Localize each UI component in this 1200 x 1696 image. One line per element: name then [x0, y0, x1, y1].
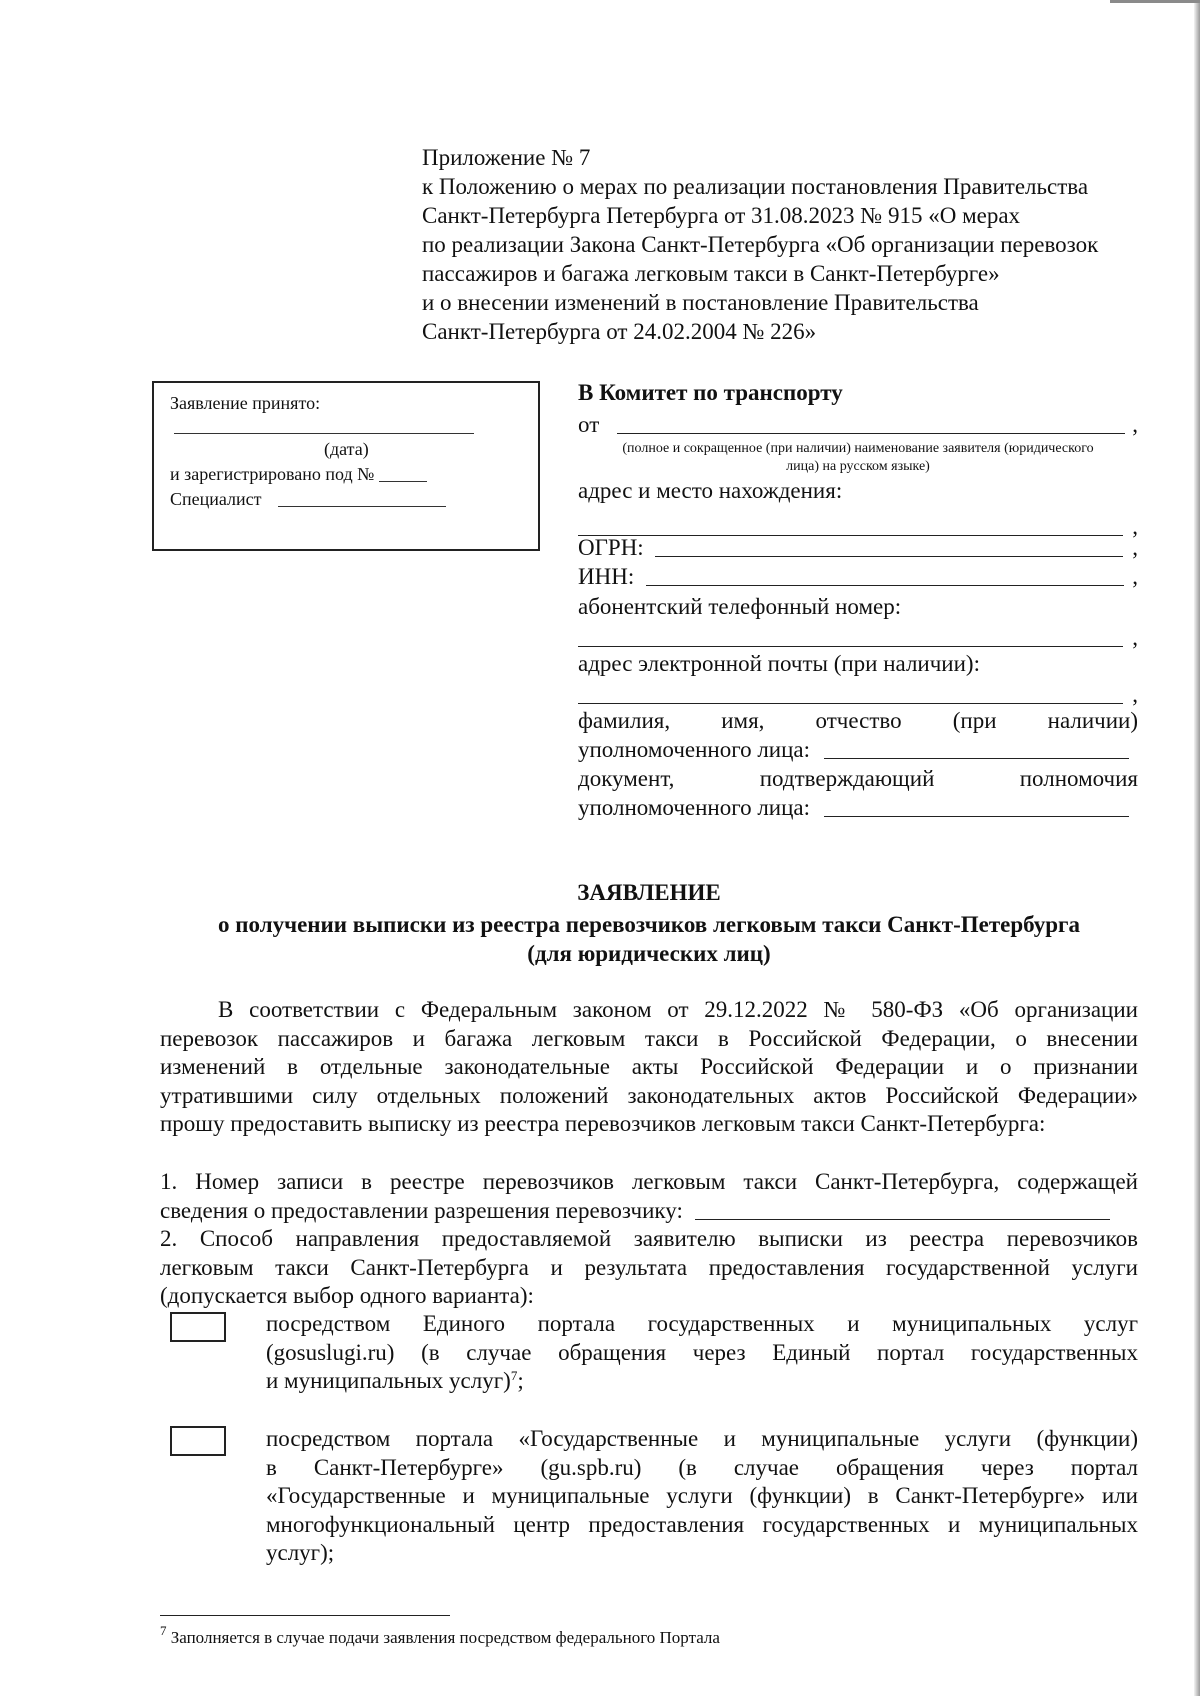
comma: ,	[1132, 412, 1138, 437]
record-number-field[interactable]	[695, 1201, 1110, 1220]
ogrn-row	[578, 535, 1138, 561]
item-2-line: 2. Способ направления предоставляемой заявителю выписки из реестра перевозчиков	[160, 1226, 1138, 1251]
doc-word: документ,	[578, 766, 675, 791]
from-note-line: лица) на русском языке)	[786, 459, 930, 474]
page-edge	[1194, 0, 1200, 1696]
fio-row	[578, 737, 1138, 763]
from-row	[578, 412, 1138, 438]
doc-field[interactable]	[824, 798, 1129, 817]
inn-label: ИНН:	[578, 564, 635, 589]
option-line: в Санкт-Петербурге» (gu.spb.ru) (в случае обращения через портал	[266, 1454, 1138, 1480]
from-note	[578, 440, 1138, 476]
intro-line: В соответствии с Федеральным законом от 29.12.2022 № 580-ФЗ «Об организации	[218, 997, 1138, 1022]
option-line: «Государственные и муниципальные услуги (функции) в Санкт-Петербурге» или	[266, 1483, 1138, 1508]
from-note-line: (полное и сокращенное (при наличии) наименование заявителя (юридического	[622, 441, 1094, 456]
phone-label: абонентский телефонный номер:	[578, 594, 902, 619]
statement-title: ЗАЯВЛЕНИЕ	[577, 880, 721, 905]
comma: ,	[1132, 625, 1138, 650]
statement-subtitle: о получении выписки из реестра перевозчиков легковым такси Санкт-Петербурга	[218, 912, 1080, 937]
registered-number-field[interactable]	[379, 481, 427, 482]
comma: ,	[1132, 514, 1138, 539]
item-2-line: (допускается выбор одного варианта):	[160, 1283, 534, 1308]
fio-label-row	[578, 708, 1138, 734]
address-label: адрес и место нахождения:	[578, 478, 843, 503]
option-line-tail: ;	[517, 1368, 524, 1393]
fio-word: фамилия,	[578, 708, 671, 733]
item-2-line: легковым такси Санкт-Петербурга и результата предоставления государственной услуги	[160, 1254, 1138, 1280]
receipt-registered	[170, 464, 427, 485]
footnote	[160, 1623, 720, 1648]
item-1-line: 1. Номер записи в реестре перевозчиков легковым такси Санкт-Петербурга, содержащей	[160, 1169, 1138, 1194]
option-line: посредством Единого портала государственных и муниципальных услуг	[266, 1311, 1138, 1336]
option-gu-spb-checkbox[interactable]	[170, 1426, 226, 1456]
intro-line: утратившими силу отдельных положений законодательных актов Российской Федерации»	[160, 1082, 1138, 1108]
footnote-rule	[160, 1615, 450, 1616]
option-gosuslugi	[266, 1310, 1138, 1396]
fio-label: уполномоченного лица:	[578, 737, 811, 762]
email-field[interactable]	[578, 685, 1123, 704]
appendix-header	[422, 143, 1142, 346]
doc-word: подтверждающий	[759, 766, 935, 791]
appendix-line: и о внесении изменений в постановление Правительства	[422, 290, 979, 315]
intro-line: перевозок пассажиров и багажа легковым такси в Российской Федерации, о внесении	[160, 1025, 1138, 1051]
option-line	[266, 1367, 1138, 1396]
doc-row	[578, 795, 1138, 821]
item-1-label: сведения о предоставлении разрешения перевозчику:	[160, 1197, 683, 1223]
page-edge-top	[1110, 0, 1200, 3]
statement-subtitle-2: (для юридических лиц)	[527, 941, 771, 966]
appendix-line: по реализации Закона Санкт-Петербурга «Об организации перевозок	[422, 232, 1099, 257]
doc-label-row	[578, 766, 1138, 792]
fio-word: наличии)	[1047, 708, 1138, 733]
addressee: В Комитет по транспорту	[578, 380, 843, 405]
doc-label: уполномоченного лица:	[578, 795, 811, 820]
phone-field[interactable]	[578, 628, 1123, 647]
specialist-label: Специалист	[170, 489, 262, 509]
option-line: посредством портала «Государственные и муниципальные услуги (функции)	[266, 1426, 1138, 1451]
from-field[interactable]	[617, 415, 1125, 434]
address-field[interactable]	[578, 517, 1123, 536]
intro-line: изменений в отдельные законодательные акты Российской Федерации и о признании	[160, 1054, 1138, 1079]
footnote-mark: 7	[160, 1623, 167, 1638]
fio-field[interactable]	[824, 740, 1129, 759]
registered-label: и зарегистрировано под №	[170, 464, 375, 484]
receipt-date-line[interactable]	[174, 433, 474, 434]
footnote-text: Заполняется в случае подачи заявления посредством федерального Портала	[170, 1628, 720, 1647]
ogrn-field[interactable]	[655, 538, 1123, 557]
appendix-line: Санкт-Петербурга Петербурга от 31.08.2023 № 915 «О мерах	[422, 203, 1021, 228]
from-label: от	[578, 412, 600, 437]
option-line: услуг);	[266, 1540, 335, 1565]
comma: ,	[1132, 682, 1138, 707]
item-1-line	[160, 1197, 1138, 1226]
item-2	[160, 1225, 1138, 1311]
email-label: адрес электронной почты (при наличии):	[578, 651, 980, 676]
receipt-title: Заявление принято:	[170, 393, 321, 413]
intro-paragraph	[160, 996, 1138, 1139]
option-gosuslugi-checkbox[interactable]	[170, 1312, 226, 1342]
fio-word: (при	[952, 708, 997, 733]
fio-word: отчество	[815, 708, 902, 733]
receipt-date-label: (дата)	[324, 439, 369, 459]
email-row	[578, 682, 1138, 708]
phone-row	[578, 625, 1138, 651]
intro-line: прошу предоставить выписку из реестра перевозчиков легковым такси Санкт-Петербурга:	[160, 1111, 1046, 1136]
inn-row	[578, 564, 1138, 590]
ogrn-label: ОГРН:	[578, 535, 644, 560]
appendix-line: Санкт-Петербурга от 24.02.2004 № 226»	[422, 319, 817, 344]
receipt-specialist	[170, 489, 446, 510]
doc-word: полномочия	[1019, 766, 1138, 791]
inn-field[interactable]	[646, 567, 1124, 586]
appendix-line: к Положению о мерах по реализации постановления Правительства	[422, 174, 1089, 199]
footnote-ref: 7	[510, 1368, 518, 1383]
appendix-line: Приложение № 7	[422, 145, 591, 170]
option-gu-spb	[266, 1425, 1138, 1568]
option-line-text: и муниципальных услуг)	[266, 1368, 511, 1393]
option-line: (gosuslugi.ru) (в случае обращения через Единый портал государственных	[266, 1339, 1138, 1365]
comma: ,	[1132, 535, 1138, 560]
appendix-line: пассажиров и багажа легковым такси в Санкт-Петербурге»	[422, 261, 1000, 286]
comma: ,	[1132, 564, 1138, 589]
item-1	[160, 1168, 1138, 1225]
option-line: многофункциональный центр предоставления государственных и муниципальных	[266, 1511, 1138, 1537]
fio-word: имя,	[721, 708, 765, 733]
specialist-field[interactable]	[278, 506, 446, 507]
receipt-box	[152, 381, 540, 551]
